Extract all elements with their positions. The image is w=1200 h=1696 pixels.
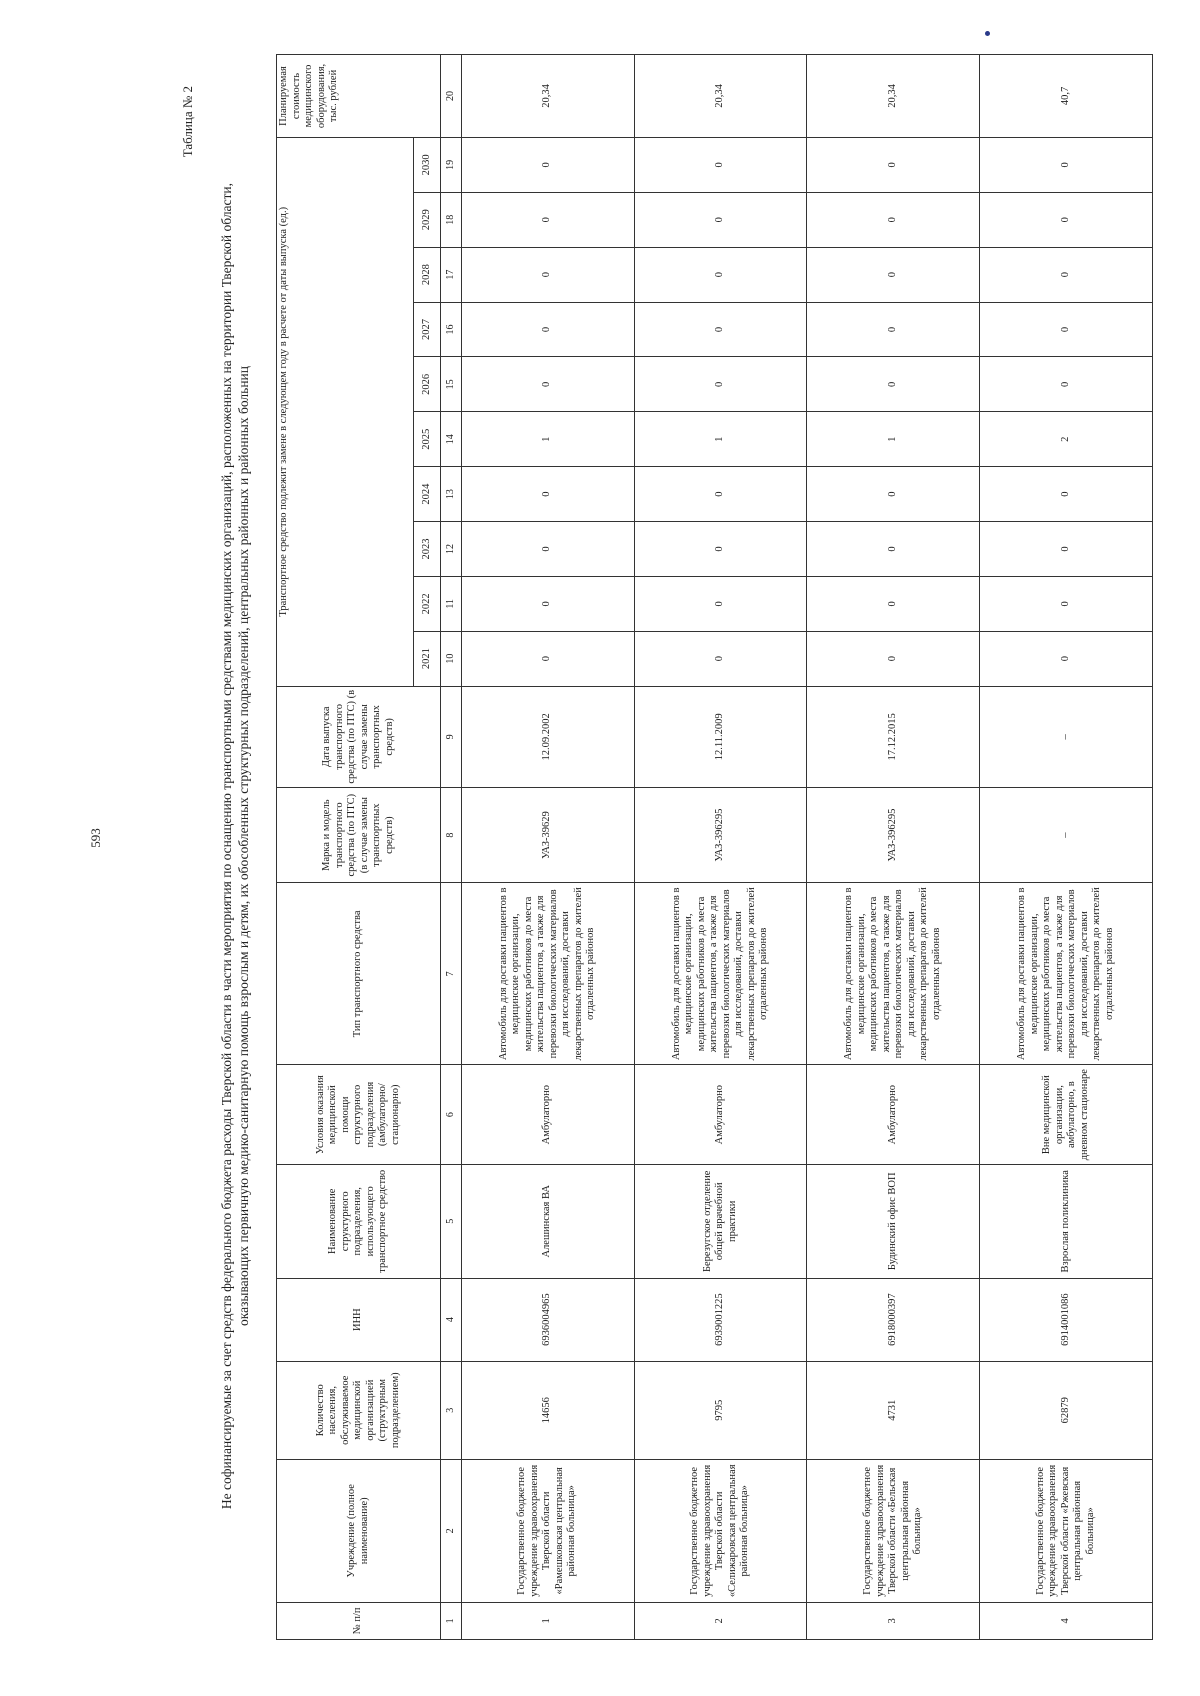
header-row xyxy=(277,55,414,1640)
cell-year: 1 xyxy=(634,412,807,467)
cell-inn: 6918000397 xyxy=(807,1278,980,1361)
header-population: Количество населения, обслуживаемое медицинской организацией (структурным подразделением) xyxy=(277,1361,441,1459)
cell-year: 0 xyxy=(980,467,1153,522)
colnum: 10 xyxy=(441,631,462,686)
cell-year: 0 xyxy=(980,576,1153,631)
header-model: Марка и модель транспортного средства (по ПТС) (в случае замены транспортных средств) xyxy=(277,788,441,883)
colnum: 8 xyxy=(441,788,462,883)
cell-model: УАЗ-396295 xyxy=(807,788,980,883)
colnum: 20 xyxy=(441,55,462,138)
cell-year: 1 xyxy=(461,412,634,467)
cell-year: 0 xyxy=(461,357,634,412)
cell-population: 4731 xyxy=(807,1361,980,1459)
colnum: 19 xyxy=(441,137,462,192)
cell-institution: Государственное бюджетное учреждение здравоохранения Тверской области «Ржевская центральная районная больница» xyxy=(980,1459,1153,1602)
cell-year: 0 xyxy=(980,302,1153,357)
page-number: 593 xyxy=(88,828,103,848)
cell-year: 0 xyxy=(461,467,634,522)
cell-year: 0 xyxy=(980,357,1153,412)
colnum: 2 xyxy=(441,1459,462,1602)
year-2026: 2026 xyxy=(413,357,441,412)
cell-model: УАЗ-39629 xyxy=(461,788,634,883)
cell-release-date: – xyxy=(980,686,1153,787)
cell-population: 62879 xyxy=(980,1361,1153,1459)
table-row xyxy=(807,55,980,1640)
cell-year: 0 xyxy=(461,192,634,247)
cell-subdivision: Алешинская ВА xyxy=(461,1164,634,1278)
header-replacement: Транспортное средство подлежит замене в следующем году в расчете от даты выпуска (ед.) xyxy=(277,137,414,686)
header-institution: Учреждение (полное наименование) xyxy=(277,1459,441,1602)
cell-subdivision: Взрослая поликлиника xyxy=(980,1164,1153,1278)
table-label: Таблица № 2 xyxy=(180,86,195,158)
cell-year: 0 xyxy=(980,631,1153,686)
ink-dot xyxy=(985,31,990,36)
header-conditions: Условия оказания медицинской помощи структурного подразделения (амбулаторно/ стационарно) xyxy=(277,1065,441,1164)
cell-institution: Государственное бюджетное учреждение здравоохранения Тверской области «Селижаровская центральная районная больница» xyxy=(634,1459,807,1602)
cell-year: 0 xyxy=(634,137,807,192)
header-subdivision: Наименование структурного подразделения, использующего транспортное средство xyxy=(277,1164,441,1278)
colnum: 18 xyxy=(441,192,462,247)
cell-inn: 6936004965 xyxy=(461,1278,634,1361)
year-2028: 2028 xyxy=(413,247,441,302)
cell-release-date: 17.12.2015 xyxy=(807,686,980,787)
header-release-date: Дата выпуска транспортного средства (по ПТС) (в случае замены транспортных средств) xyxy=(277,686,441,787)
colnum: 15 xyxy=(441,357,462,412)
cell-year: 0 xyxy=(634,192,807,247)
cell-year: 0 xyxy=(461,137,634,192)
cell-inn: 6939001225 xyxy=(634,1278,807,1361)
table-row xyxy=(980,55,1153,1640)
cell-year: 1 xyxy=(807,412,980,467)
cell-conditions: Амбулаторно xyxy=(807,1065,980,1164)
colnum: 17 xyxy=(441,247,462,302)
data-table xyxy=(276,54,1153,1640)
column-number-row xyxy=(441,55,462,1640)
cell-year: 0 xyxy=(980,137,1153,192)
year-2027: 2027 xyxy=(413,302,441,357)
cell-cost: 20,34 xyxy=(634,55,807,138)
cell-num: 2 xyxy=(634,1602,807,1639)
cell-year: 0 xyxy=(634,302,807,357)
year-2024: 2024 xyxy=(413,467,441,522)
cell-institution: Государственное бюджетное учреждение здравоохранения Тверской области «Бельская центральная районная больница» xyxy=(807,1459,980,1602)
cell-year: 0 xyxy=(634,357,807,412)
cell-year: 0 xyxy=(634,631,807,686)
cell-institution: Государственное бюджетное учреждение здравоохранения Тверской области «Рамешковская центральная районная больница» xyxy=(461,1459,634,1602)
cell-model: УАЗ-396295 xyxy=(634,788,807,883)
cell-cost: 20,34 xyxy=(807,55,980,138)
cell-subdivision: Будинский офис ВОП xyxy=(807,1164,980,1278)
colnum: 9 xyxy=(441,686,462,787)
table-row xyxy=(461,55,634,1640)
cell-subdivision: Березугское отделение общей врачебной практики xyxy=(634,1164,807,1278)
cell-year: 0 xyxy=(461,522,634,577)
cell-year: 0 xyxy=(634,467,807,522)
cell-cost: 40,7 xyxy=(980,55,1153,138)
colnum: 6 xyxy=(441,1065,462,1164)
colnum: 4 xyxy=(441,1278,462,1361)
cell-year: 0 xyxy=(807,137,980,192)
cell-num: 4 xyxy=(980,1602,1153,1639)
colnum: 7 xyxy=(441,883,462,1065)
title-line-2: оказывающих первичную медико-санитарную помощь взрослым и детям, их обособленных структурных подразделений, центральных районных и районных больниц xyxy=(236,366,251,1327)
cell-conditions: Амбулаторно xyxy=(634,1065,807,1164)
cell-year: 0 xyxy=(980,522,1153,577)
colnum: 14 xyxy=(441,412,462,467)
cell-num: 3 xyxy=(807,1602,980,1639)
cell-year: 0 xyxy=(807,357,980,412)
cell-year: 0 xyxy=(634,576,807,631)
cell-release-date: 12.11.2009 xyxy=(634,686,807,787)
header-inn: ИНН xyxy=(277,1278,441,1361)
colnum: 3 xyxy=(441,1361,462,1459)
cell-conditions: Вне медицинской организации, амбулаторно, в дневном стационаре xyxy=(980,1065,1153,1164)
cell-year: 0 xyxy=(807,192,980,247)
year-2022: 2022 xyxy=(413,576,441,631)
cell-vehicle-type: Автомобиль для доставки пациентов в медицинские организации, медицинских работников до места жительства пациентов, а также для перевозки биологических материалов для исследований, доставки лекарственных препаратов до жителей отдаленных районов xyxy=(980,883,1153,1065)
cell-year: 0 xyxy=(980,192,1153,247)
header-cost: Планируемая стоимость медицинского оборудования, тыс. рублей xyxy=(277,55,441,138)
colnum: 16 xyxy=(441,302,462,357)
cell-year: 0 xyxy=(634,522,807,577)
cell-model: – xyxy=(980,788,1153,883)
cell-year: 0 xyxy=(461,247,634,302)
year-2030: 2030 xyxy=(413,137,441,192)
cell-year: 0 xyxy=(634,247,807,302)
cell-year: 0 xyxy=(461,302,634,357)
cell-year: 0 xyxy=(807,247,980,302)
cell-inn: 6914001086 xyxy=(980,1278,1153,1361)
cell-year: 2 xyxy=(980,412,1153,467)
cell-population: 9795 xyxy=(634,1361,807,1459)
year-2021: 2021 xyxy=(413,631,441,686)
header-vehicle-type: Тип транспортного средства xyxy=(277,883,441,1065)
colnum: 11 xyxy=(441,576,462,631)
cell-vehicle-type: Автомобиль для доставки пациентов в медицинские организации, медицинских работников до места жительства пациентов, а также для перевозки биологических материалов для исследований, доставки лекарственных препаратов до жителей отдаленных районов xyxy=(807,883,980,1065)
cell-vehicle-type: Автомобиль для доставки пациентов в медицинские организации, медицинских работников до места жительства пациентов, а также для перевозки биологических материалов для исследований, доставки лекарственных препаратов до жителей отдаленных районов xyxy=(461,883,634,1065)
colnum: 1 xyxy=(441,1602,462,1639)
title-line-1: Не софинансируемые за счет средств федерального бюджета расходы Тверской области в части мероприятия по оснащению транспортными средствами медицинских организаций, расположенных на территории Тверской области, xyxy=(219,182,234,1510)
colnum: 13 xyxy=(441,467,462,522)
cell-cost: 20,34 xyxy=(461,55,634,138)
year-2029: 2029 xyxy=(413,192,441,247)
cell-year: 0 xyxy=(461,631,634,686)
header-num: № п/п xyxy=(277,1602,441,1639)
cell-year: 0 xyxy=(461,576,634,631)
cell-year: 0 xyxy=(980,247,1153,302)
cell-year: 0 xyxy=(807,467,980,522)
cell-year: 0 xyxy=(807,631,980,686)
cell-vehicle-type: Автомобиль для доставки пациентов в медицинские организации, медицинских работников до места жительства пациентов, а также для перевозки биологических материалов для исследований, доставки лекарственных препаратов до жителей отдаленных районов xyxy=(634,883,807,1065)
cell-release-date: 12.09.2002 xyxy=(461,686,634,787)
cell-conditions: Амбулаторно xyxy=(461,1065,634,1164)
year-2023: 2023 xyxy=(413,522,441,577)
colnum: 12 xyxy=(441,522,462,577)
document-title xyxy=(218,176,252,1516)
colnum: 5 xyxy=(441,1164,462,1278)
cell-year: 0 xyxy=(807,522,980,577)
cell-num: 1 xyxy=(461,1602,634,1639)
cell-year: 0 xyxy=(807,302,980,357)
year-2025: 2025 xyxy=(413,412,441,467)
cell-population: 14656 xyxy=(461,1361,634,1459)
cell-year: 0 xyxy=(807,576,980,631)
table-row xyxy=(634,55,807,1640)
